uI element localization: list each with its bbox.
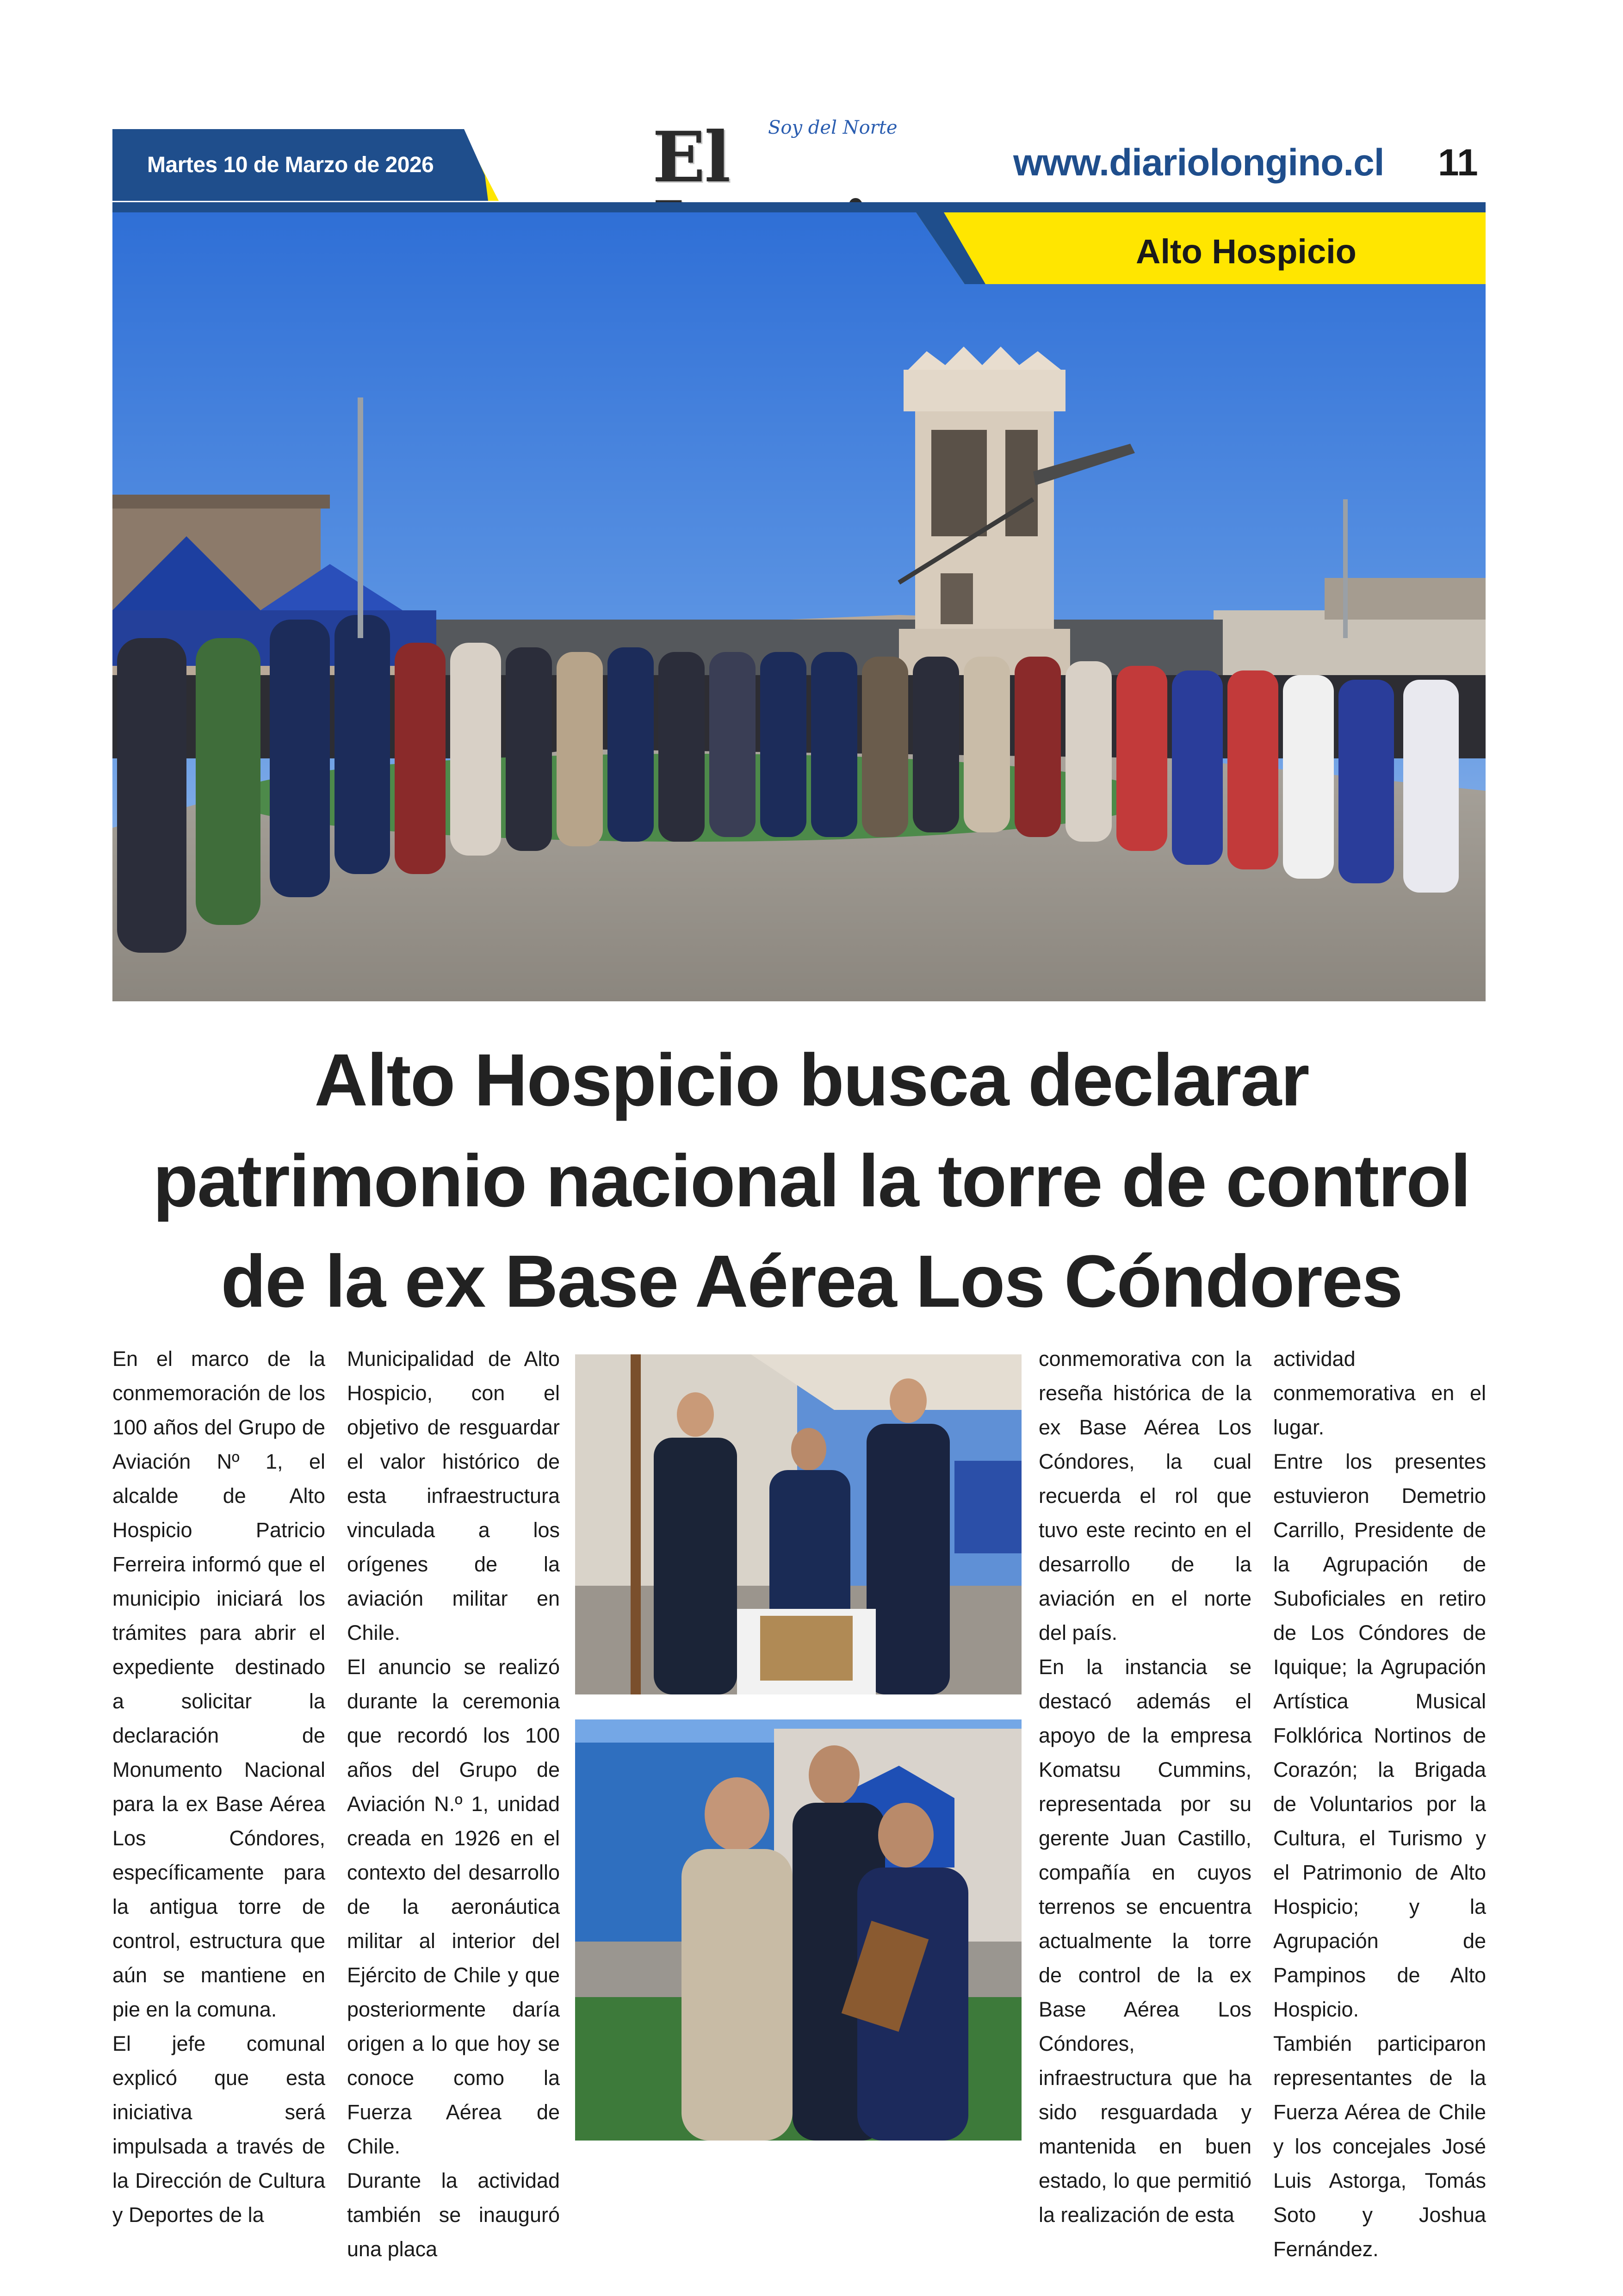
plaque-photo-illustration bbox=[575, 1354, 1022, 1694]
article-column-3 bbox=[1039, 1342, 1251, 2232]
paragraph: Durante la actividad también se inauguró una placa bbox=[347, 2169, 560, 2261]
website-url[interactable]: www.diariolongino.cl bbox=[1013, 142, 1384, 184]
paragraph: El jefe comunal explicó que esta iniciativa será impulsada a través de la Dirección de Cultura y Deportes de la bbox=[112, 2032, 325, 2227]
article-column-1 bbox=[112, 1342, 325, 2232]
hero-photo-ceremony bbox=[112, 212, 1486, 1001]
article-column-2 bbox=[347, 1342, 560, 2266]
page-number: 11 bbox=[1438, 142, 1478, 184]
section-title: Alto Hospicio bbox=[1136, 232, 1357, 271]
handshake-photo-illustration bbox=[575, 1719, 1022, 2141]
paragraph: Municipalidad de Alto Hospicio, con el objetivo de resguardar el valor histórico de esta infraestructura vinculada a los orígenes de la aviación militar en Chile. bbox=[347, 1347, 560, 1644]
article-column-4 bbox=[1273, 1342, 1486, 2266]
paragraph: En la instancia se destacó además el apoyo de la empresa Komatsu Cummins, representada por su gerente Juan Castillo, compañía en cuyos terrenos se encuentra actualmente la torre de control de la ex Base Aérea Los Cóndores, infraestructura que ha sido resguardada y mantenida en buen estado, lo que permitió la realización de esta bbox=[1039, 1655, 1251, 2227]
section-banner bbox=[916, 212, 1486, 284]
photo-plaque-unveiling bbox=[575, 1354, 1022, 1694]
paragraph: También participaron representantes de la Fuerza Aérea de Chile y los concejales José Luis Astorga, Tomás Soto y Joshua Fernández. bbox=[1273, 2032, 1486, 2261]
ceremony-photo-illustration bbox=[112, 212, 1486, 1001]
header-rule bbox=[112, 202, 1486, 212]
paragraph: El anuncio se realizó durante la ceremonia que recordó los 100 años del Grupo de Aviación N.º 1, unidad creada en 1926 en el contexto del desarrollo de la aeronáutica militar al interior del Ejército de Chile y que posteriormente daría origen a lo que hoy se conoce como la Fuerza Aérea de Chile. bbox=[347, 1655, 560, 2158]
masthead-tagline: Soy del Norte bbox=[768, 117, 898, 138]
photo-handshake bbox=[575, 1719, 1022, 2141]
paragraph: actividad conmemorativa en el lugar. bbox=[1273, 1347, 1486, 1439]
date-banner bbox=[112, 129, 575, 201]
headline-line: de la ex Base Aérea Los Cóndores bbox=[221, 1240, 1402, 1323]
paragraph: Entre los presentes estuvieron Demetrio Carrillo, Presidente de la Agrupación de Suboficiales en retiro de Los Cóndores de Iquique; la Agrupación Artística Musical Folklórica Nortinos de Corazón; la Brigada de Voluntarios por la Cultura, el Turismo y el Patrimonio de Alto Hospicio; y la Agrupación de Pampinos de Alto Hospicio. bbox=[1273, 1450, 1486, 2021]
paragraph: conmemorativa con la reseña histórica de la ex Base Aérea Los Cóndores, la cual recuerda el rol que tuvo este recinto en el desarrollo de la aviación en el norte del país. bbox=[1039, 1347, 1251, 1644]
headline-line: Alto Hospicio busca declarar bbox=[314, 1038, 1309, 1121]
masthead-name: El bbox=[652, 117, 730, 198]
masthead-logo bbox=[652, 109, 976, 201]
article-headline bbox=[93, 1030, 1530, 1332]
paragraph: En el marco de la conmemoración de los 100 años del Grupo de Aviación Nº 1, el alcalde de Alto Hospicio Patricio Ferreira informó que el municipio iniciará los trámites para abrir el expediente destinado a solicitar la declaración de Monumento Nacional para la ex Base Aérea Los Cóndores, específicamente para la antigua torre de control, estructura que aún se mantiene en pie en la comuna. bbox=[112, 1347, 325, 2021]
headline-line: patrimonio nacional la torre de control bbox=[153, 1139, 1470, 1222]
issue-date: Martes 10 de Marzo de 2026 bbox=[147, 153, 434, 177]
